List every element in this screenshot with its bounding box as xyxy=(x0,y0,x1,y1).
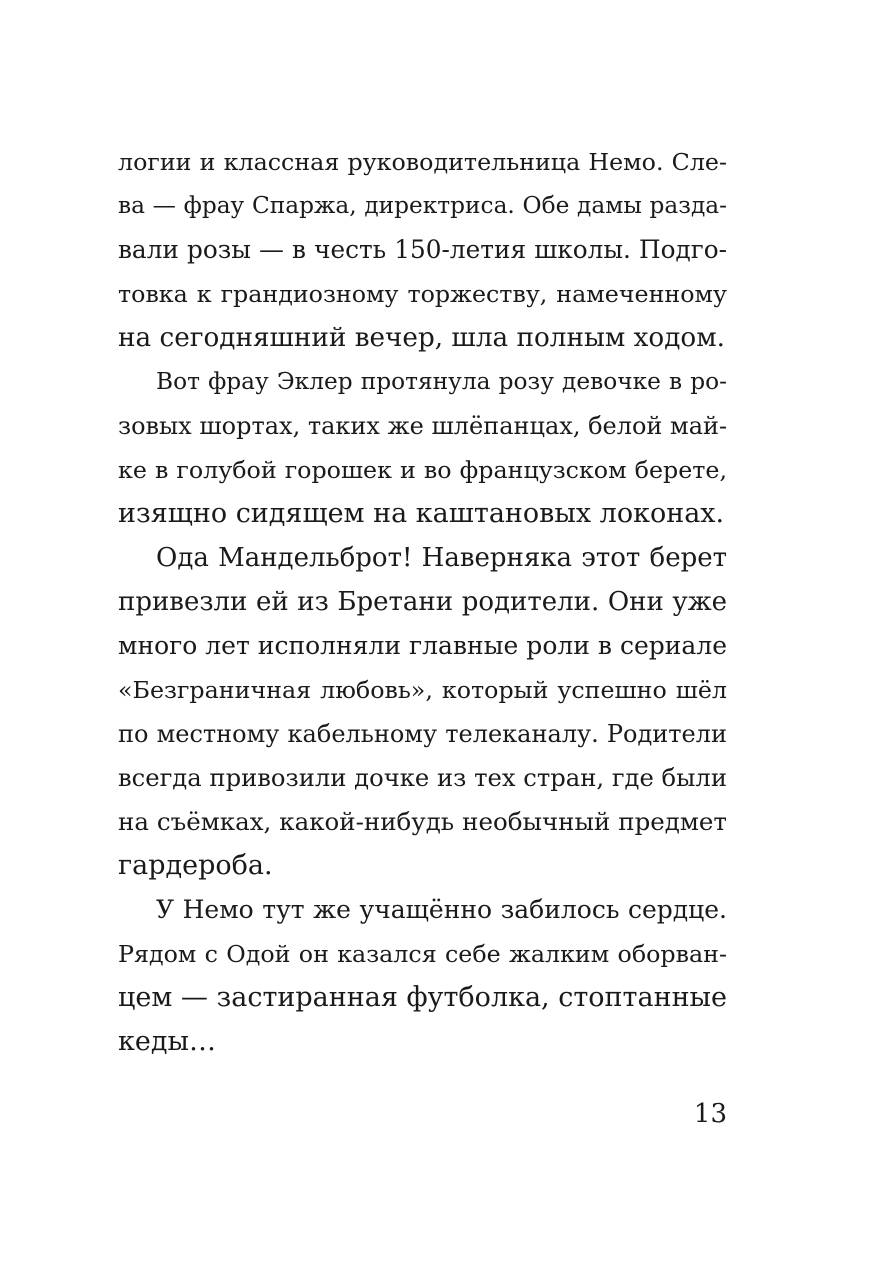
text-line: цем — застиранная футболка, стоптанные xyxy=(118,982,728,1013)
page-number: 13 xyxy=(693,1099,727,1129)
text-line: ке в голубой горошек и во французском берете, xyxy=(118,456,727,484)
text-line: привезли ей из Бретани родители. Они уже xyxy=(118,587,727,617)
text-line: «Безграничная любовь», который успешно шёл xyxy=(118,676,727,704)
text-line: на сегодняшний вечер, шла полным ходом. xyxy=(118,323,725,353)
text-line: на съёмках, какой-нибудь необычный предмет xyxy=(118,807,727,836)
text-line: товка к грандиозному торжеству, намеченному xyxy=(118,280,727,308)
text-line: всегда привозили дочке из тех стран, где были xyxy=(118,763,727,792)
text-line: много лет исполняли главные роли в сериале xyxy=(118,631,727,660)
text-line: по местному кабельному телеканалу. Родители xyxy=(118,720,727,748)
text-line: кеды… xyxy=(118,1026,216,1057)
text-line: зовых шортах, таких же шлёпанцах, белой май- xyxy=(118,412,728,440)
text-line: Вот фрау Эклер протянула розу девочке в ро- xyxy=(156,368,727,395)
text-line: Рядом с Одой он казался себе жалким оборван- xyxy=(118,940,727,968)
book-page-text xyxy=(118,140,727,1064)
paragraph xyxy=(118,140,727,360)
text-line: изящно сидящем на каштановых локонах. xyxy=(118,498,725,529)
paragraph xyxy=(118,888,727,1064)
text-line: ва — фрау Спаржа, директриса. Обе дамы разда- xyxy=(118,192,727,219)
text-line: У Немо тут же учащённо забилось сердце. xyxy=(156,895,727,924)
text-line: вали розы — в честь 150-летия школы. Подго- xyxy=(118,235,727,264)
text-line: логии и классная руководительница Немо. Сле- xyxy=(118,148,727,176)
paragraph xyxy=(118,360,727,536)
text-line: гардероба. xyxy=(118,850,273,881)
paragraph xyxy=(118,536,727,888)
text-line: Ода Мандельброт! Наверняка этот берет xyxy=(156,543,727,573)
